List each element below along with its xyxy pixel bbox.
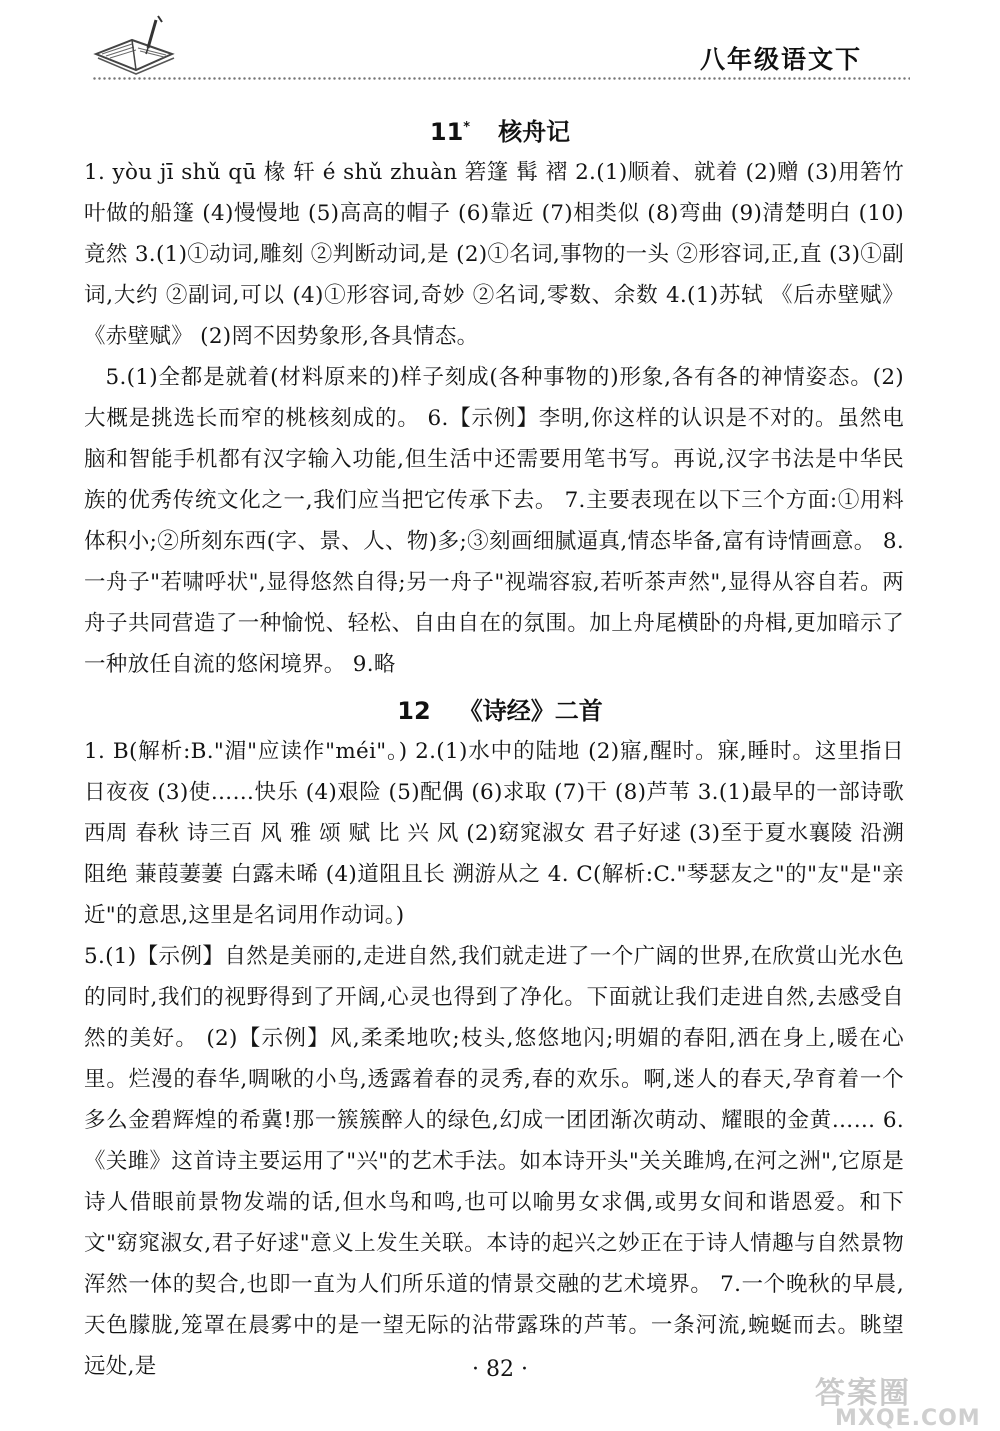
section-11-paragraph: 5.(1)全都是就着(材料原来的)样子刻成(各种事物的)形象,各有各的神情姿态。(2)大概是挑选长而窄的桃核刻成的。 6.【示例】李明,你这样的认识是不对的。虽然电脑和智能手机都有汉字输入功能,但生活中还需要用笔书写。再说,汉字书法是中华民族的优秀传统文化之一,我们应当把它传承下去。 7.主要表现在以下三个方面:①用料体积小;②所刻东西(字、景、人、物)多;③刻画细腻逼真,情态毕备,富有诗情画意。 8.一舟子"若啸呼状",显得悠然自得;另一舟子"视端容寂,若听茶声然",显得从容自若。两舟子共同营造了一种愉悦、轻松、自由自在的氛围。加上舟尾横卧的舟楫,更加暗示了一种放任自流的悠闲境界。 9.略: [84, 365, 904, 677]
section-11-title: [0, 112, 1000, 147]
section-11-number: 11*: [429, 118, 471, 146]
watermark-logo: [815, 1368, 981, 1431]
page-number: · 82 ·: [472, 1357, 528, 1382]
section-11-paragraph: 1. yòu jī shǔ qū 椽 轩 é shǔ zhuàn 箬篷 髯 褶 2.(1)顺着、就着 (2)赠 (3)用箬竹叶做的船篷 (4)慢慢地 (5)高高的帽子 (6)靠近 (7)相类似 (8)弯曲 (9)清楚明白 (10)竟然 3.(1)①动词,雕刻 ②判断动词,是 (2)①名词,事物的一头 ②形容词,正,直 (3)①副词,大约 ②副词,可以 (4)①形容词,奇妙 ②名词,零数、余数 4.(1)苏轼 《后赤壁赋》《赤壁赋》 (2)罔不因势象形,各具情态。: [84, 160, 904, 349]
book-pen-icon: [88, 14, 188, 76]
watermark-bottom: MXQE.COM: [835, 1406, 981, 1431]
section-11-marker: *: [463, 120, 471, 135]
section-12-paragraph: 5.(1)【示例】自然是美丽的,走进自然,我们就走进了一个广阔的世界,在欣赏山光水色的同时,我们的视野得到了开阔,心灵也得到了净化。下面就让我们走进自然,去感受自然的美好。 (2)【示例】风,柔柔地吹;枝头,悠悠地闪;明媚的春阳,洒在身上,暖在心里。烂漫的春华,啁啾的小鸟,透露着春的灵秀,春的欢乐。啊,迷人的春天,孕育着一个多么金碧辉煌的希冀!那一簇簇醉人的绿色,幻成一团团渐次萌动、耀眼的金黄…… 6.《关雎》这首诗主要运用了"兴"的艺术手法。如本诗开头"关关雎鸠,在河之洲",它原是诗人借眼前景物发端的话,但水鸟和鸣,也可以喻男女求偶,或男女间和谐恩爱。和下文"窈窕淑女,君子好逑"意义上发生关联。本诗的起兴之妙正在于诗人情趣与自然景物浑然一体的契合,也即一直为人们所乐道的情景交融的艺术境界。 7.一个晚秋的早晨,天色朦胧,笼罩在晨雾中的是一望无际的沾带露珠的芦苇。一条河流,蜿蜒而去。眺望远处,是: [84, 944, 904, 1379]
section-12-number: 12: [397, 697, 431, 725]
section-11-name: 核舟记: [498, 118, 571, 146]
section-12-answers: [84, 731, 904, 1387]
section-12-title: [0, 691, 1000, 726]
book-title: 八年级语文下: [699, 45, 862, 74]
section-12-paragraph: 1. B(解析:B."湄"应读作"méi"。) 2.(1)水中的陆地 (2)寤,醒时。寐,睡时。这里指日日夜夜 (3)使……快乐 (4)艰险 (5)配偶 (6)求取 (7)干 (8)芦苇 3.(1)最早的一部诗歌 西周 春秋 诗三百 风 雅 颂 赋 比 兴 风 (2)窈窕淑女 君子好逑 (3)至于夏水襄陵 沿溯阻绝 蒹葭萋萋 白露未晞 (4)道阻且长 溯游从之 4. C(解析:C."琴瑟友之"的"友"是"亲近"的意思,这里是名词用作动词。): [84, 739, 904, 928]
page-header: [0, 0, 1000, 100]
section-12-name: 《诗经》二首: [458, 697, 603, 725]
header-divider: [92, 76, 910, 84]
section-11-answers: [84, 152, 904, 685]
watermark-top: 答案圈: [815, 1376, 911, 1411]
